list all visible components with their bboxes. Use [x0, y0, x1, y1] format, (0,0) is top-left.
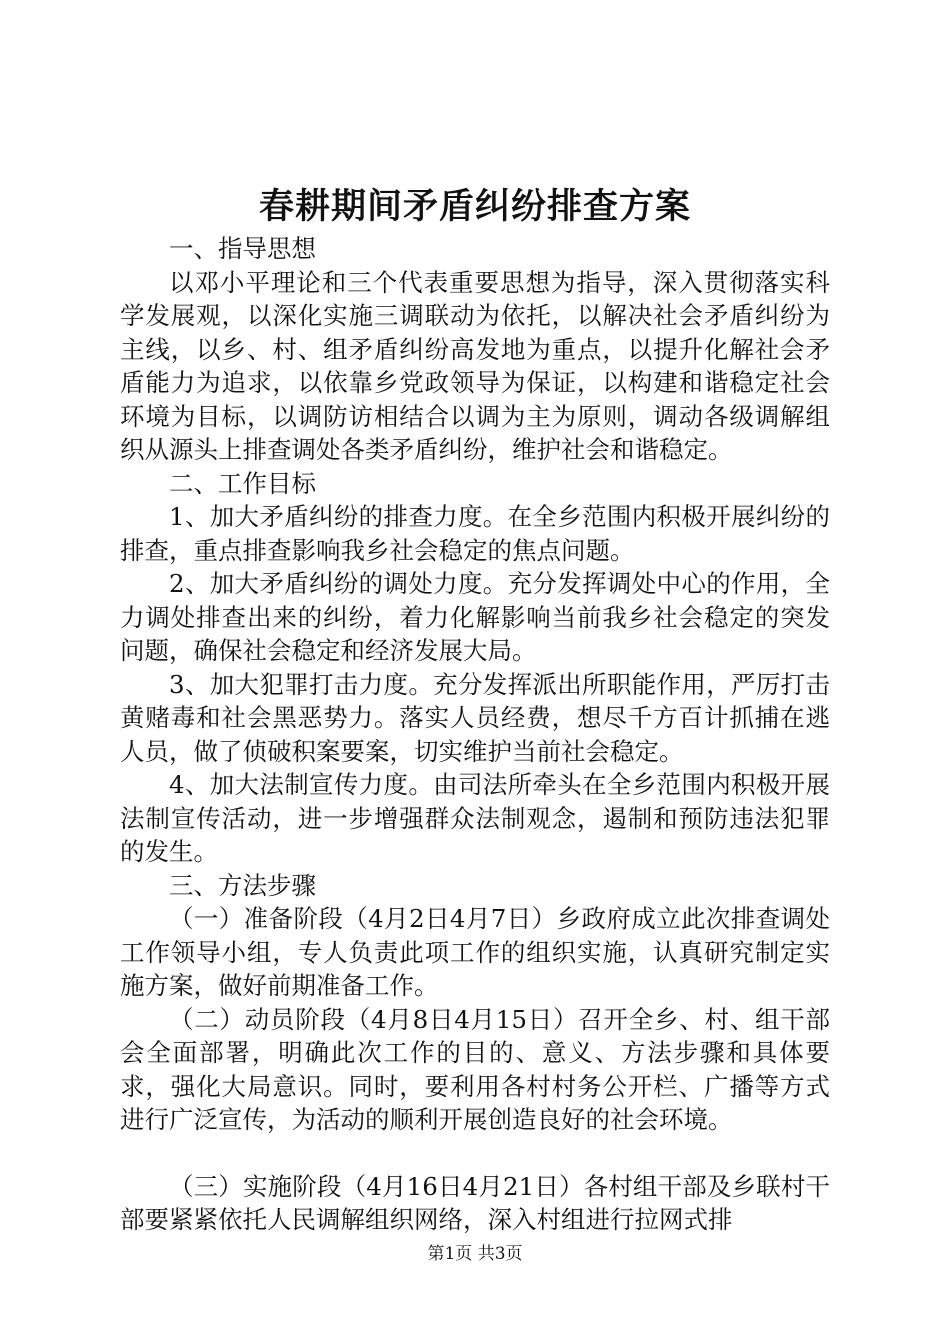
document-body — [120, 232, 830, 1237]
paragraph-step-mobilization: （二）动员阶段（4月8日4月15日）召开全乡、村、组干部会全面部署，明确此次工作的目的、意义、方法步骤和具体要求，强化大局意识。同时，要利用各村村务公开栏、广播等方式进行广泛宣传，为活动的顺利开展创造良好的社会环境。 — [120, 1004, 830, 1134]
paragraph-goal-4: 4、加大法制宣传力度。由司法所牵头在全乡范围内积极开展法制宣传活动，进一步增强群众法制观念，遏制和预防违法犯罪的发生。 — [120, 770, 830, 866]
section-heading-guiding-ideology: 一、指导思想 — [169, 234, 316, 263]
page-footer: 第1页 共3页 — [427, 1244, 523, 1264]
section-heading-method-steps: 三、方法步骤 — [169, 870, 316, 900]
document-title: 春耕期间矛盾纠纷排查方案 — [258, 186, 691, 227]
paragraph-goal-2: 2、加大矛盾纠纷的调处力度。充分发挥调处中心的作用，全力调处排查出来的纠纷，着力化解影响当前我乡社会稳定的突发问题，确保社会稳定和经济发展大局。 — [120, 569, 830, 665]
paragraph-step-preparation: （一）准备阶段（4月2日4月7日）乡政府成立此次排查调处工作领导小组，专人负责此项工作的组织实施，认真研究制定实施方案，做好前期准备工作。 — [120, 904, 830, 1000]
paragraph-step-implementation: （三）实施阶段（4月16日4月21日）各村组干部及乡联村干部要紧紧依托人民调解组织网络，深入村组进行拉网式排 — [120, 1171, 830, 1234]
paragraph-goal-3: 3、加大犯罪打击力度。充分发挥派出所职能作用，严厉打击黄赌毒和社会黑恶势力。落实人员经费，想尽千方百计抓捕在逃人员，做了侦破积案要案，切实维护当前社会稳定。 — [120, 669, 830, 766]
paragraph-guiding-ideology: 以邓小平理论和三个代表重要思想为指导，深入贯彻落实科学发展观，以深化实施三调联动为依托，以解决社会矛盾纠纷为主线，以乡、村、组矛盾纠纷高发地为重点，以提升化解社会矛盾能力为追求，以依靠乡党政领导为保证，以构建和谐稳定社会环境为目标，以调防访相结合以调为主为原则，调动各级调解组织从源头上排查调处各类矛盾纠纷，维护社会和谐稳定。 — [120, 267, 830, 464]
paragraph-goal-1: 1、加大矛盾纠纷的排查力度。在全乡范围内积极开展纠纷的排查，重点排查影响我乡社会稳定的焦点问题。 — [120, 502, 830, 565]
section-heading-work-goals: 二、工作目标 — [169, 468, 316, 498]
